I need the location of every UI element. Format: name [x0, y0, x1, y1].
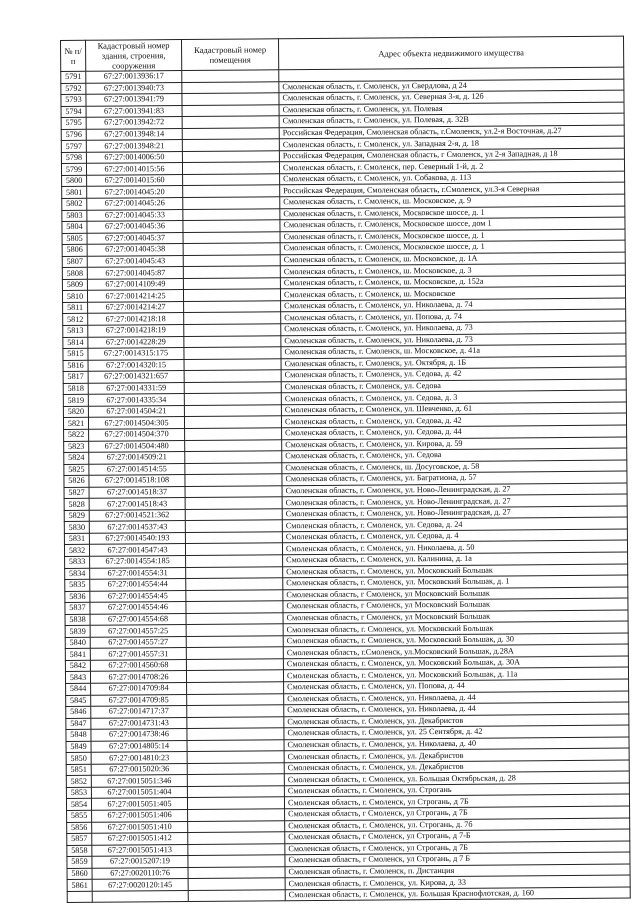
row-number: 5822 [64, 429, 89, 441]
building-cadastral-number: 67:27:0014045:20 [87, 186, 183, 198]
property-address: Смоленская область, г. Смоленск, п. Дистанция [285, 864, 630, 878]
building-cadastral-number: 67:27:0014810:23 [91, 752, 187, 764]
row-number: 5828 [64, 499, 89, 511]
building-cadastral-number: 67:27:0015051:405 [91, 798, 187, 810]
room-cadastral-number [184, 382, 281, 394]
room-cadastral-number [187, 751, 284, 763]
property-address: Смоленская область, г. Смоленск, ул. Попова, д. 44 [284, 679, 629, 693]
room-cadastral-number [187, 728, 284, 740]
building-cadastral-number: 67:27:0014547:43 [89, 544, 185, 556]
building-cadastral-number: 67:27:0015051:413 [92, 844, 188, 856]
property-address: Смоленская область, г. Смоленск, ул. Ново-Ленинградская, д. 27 [282, 494, 627, 508]
row-number: 5795 [61, 117, 86, 129]
row-number: 5792 [61, 83, 86, 95]
property-address: Смоленская область, г. Смоленск, ул. Ново-Ленинградская, д. 27 [282, 483, 627, 497]
room-cadastral-number [187, 716, 284, 728]
room-cadastral-number [183, 220, 280, 232]
row-number: 5846 [66, 706, 91, 718]
row-number: 5861 [67, 880, 92, 892]
property-address: Смоленская область, г. Смоленск, ул. Седова, д. 3 [281, 390, 626, 404]
building-cadastral-number: 67:27:0014228:29 [88, 336, 184, 348]
room-cadastral-number [186, 647, 283, 659]
row-number: 5796 [61, 129, 86, 141]
building-cadastral-number: 67:27:0014554:44 [90, 579, 186, 591]
property-address: Смоленская область, г. Смоленск, ш. Московское, д. 41а [281, 344, 626, 358]
row-number: 5855 [67, 810, 92, 822]
room-cadastral-number [187, 739, 284, 751]
property-address: Смоленская область, г. Смоленск, ул. Кирова, д. 33 [285, 875, 630, 889]
room-cadastral-number [185, 509, 282, 521]
building-cadastral-number: 67:27:0014731:43 [91, 717, 187, 729]
row-number: 5821 [63, 418, 88, 430]
row-number: 5836 [65, 591, 90, 603]
room-cadastral-number [186, 624, 283, 636]
property-address: Смоленская область, г. Смоленск, ул. Декабристов [284, 760, 629, 774]
row-number: 5820 [63, 406, 88, 418]
row-number: 5843 [65, 672, 90, 684]
property-address: Смоленская область, г. Смоленск, ул. Николаева, д. 73 [281, 321, 626, 335]
property-address: Смоленская область, г. Смоленск, ул. Седова, д. 42 [281, 413, 626, 427]
row-number: 5842 [65, 660, 90, 672]
room-cadastral-number [182, 116, 279, 128]
building-cadastral-number: 67:27:0015051:412 [92, 833, 188, 845]
header-address: Адрес объекта недвижимого имущества [278, 36, 623, 70]
property-address: Смоленская область, г. Смоленск, ул. Собакова, д. 113 [280, 171, 625, 185]
building-cadastral-number: 67:27:0014504:480 [89, 440, 185, 452]
property-address: Смоленская область, г. Смоленск, ш. Московское, д. 1А [280, 252, 625, 266]
room-cadastral-number [186, 555, 283, 567]
property-address: Смоленская область, г. Смоленск, ул. Московский Большак [283, 564, 628, 578]
property-address: Смоленская область, г. Смоленск, Московское шоссе, д. 1 [280, 240, 625, 254]
room-cadastral-number [183, 266, 280, 278]
property-address: Смоленская область, г. Смоленск, Московское шоссе, дом 1 [280, 217, 625, 231]
building-cadastral-number: 67:27:0014006:50 [86, 151, 182, 163]
room-cadastral-number [186, 578, 283, 590]
property-address: Смоленская область, г. Смоленск, ул. Ново-Ленинградская, д. 27 [282, 506, 627, 520]
room-cadastral-number [187, 693, 284, 705]
row-number: 5808 [62, 268, 87, 280]
property-address: Смоленская область, г. Смоленск, пер. Северный 1-й, д. 2 [279, 159, 624, 173]
building-cadastral-number: 67:27:0014518:37 [89, 486, 185, 498]
building-cadastral-number: 67:27:0014554:185 [90, 555, 186, 567]
room-cadastral-number [187, 705, 284, 717]
room-cadastral-number [184, 405, 281, 417]
row-number: 5850 [66, 753, 91, 765]
building-cadastral-number: 67:27:0014560:68 [90, 659, 186, 671]
room-cadastral-number [185, 474, 282, 486]
room-cadastral-number [186, 636, 283, 648]
room-cadastral-number [182, 93, 279, 105]
property-address: Смоленская область, г. Смоленск, ш. Московское [280, 286, 625, 300]
building-cadastral-number: 67:27:0014518:108 [89, 475, 185, 487]
property-address: Смоленская область, г. Смоленск, ул. Калинина, д. 1а [283, 552, 628, 566]
property-address: Смоленская область, г. Смоленск, ул. Московский Большак, д. 11а [283, 667, 628, 681]
row-number: 5840 [65, 637, 90, 649]
row-number: 5849 [66, 741, 91, 753]
building-cadastral-number: 67:27:0015051:410 [92, 821, 188, 833]
room-cadastral-number [185, 485, 282, 497]
room-cadastral-number [184, 312, 281, 324]
property-address: Смоленская область, г. Смоленск, ул. Николаева, д. 40 [284, 737, 629, 751]
header-num: № п/п [61, 40, 86, 71]
building-cadastral-number: 67:27:0014504:305 [88, 417, 184, 429]
building-cadastral-number: 67:27:0014504:370 [89, 428, 185, 440]
row-number: 5835 [65, 579, 90, 591]
room-cadastral-number [183, 185, 280, 197]
building-cadastral-number: 67:27:0014504:21 [88, 405, 184, 417]
property-address: Смоленская область, г.Смоленск, ул.Московский Большак, д.28А [283, 644, 628, 658]
room-cadastral-number [186, 601, 283, 613]
row-number: 5852 [66, 776, 91, 788]
property-address: Смоленская область, г. Смоленск, ул. Строгань, д. 7б [285, 818, 630, 832]
property-address: Смоленская область, г. Смоленск, ул. Большая Октябрьская, д. 28 [284, 771, 629, 785]
property-address: Смоленская область, г. Смоленск, ул Свердлова, д 24 [279, 79, 624, 93]
row-number: 5844 [66, 683, 91, 695]
property-address: Смоленская область, г. Смоленск, ул. Николаева, д. 50 [282, 540, 627, 554]
building-cadastral-number: 67:27:0014331:59 [88, 382, 184, 394]
row-number: 5809 [62, 279, 87, 291]
row-number: 5818 [63, 383, 88, 395]
row-number: 5823 [64, 441, 89, 453]
property-address: Российская Федерация, Смоленская область, г.Смоленск, ул.2-я Восточная, д.27 [279, 125, 624, 139]
room-cadastral-number [182, 139, 279, 151]
row-number: 5812 [63, 314, 88, 326]
building-cadastral-number: 67:27:0014214:25 [87, 290, 183, 302]
building-cadastral-number: 67:27:0013941:83 [86, 105, 182, 117]
building-cadastral-number: 67:27:0014708:26 [90, 671, 186, 683]
row-number: 5803 [62, 210, 87, 222]
row-number: 5798 [61, 152, 86, 164]
row-number: 5824 [64, 452, 89, 464]
building-cadastral-number: 67:27:0020110:76 [92, 867, 188, 879]
property-address: Смоленская область, г. Смоленск, ул. Попова, д. 74 [281, 310, 626, 324]
room-cadastral-number [182, 70, 279, 82]
row-number: 5826 [64, 475, 89, 487]
row-number: 5815 [63, 348, 88, 360]
property-table [60, 36, 631, 904]
row-number: 5858 [67, 845, 92, 857]
building-cadastral-number: 67:27:0014045:33 [87, 209, 183, 221]
room-cadastral-number [183, 197, 280, 209]
building-cadastral-number: 67:27:0014557:31 [90, 648, 186, 660]
row-number: 5801 [62, 187, 87, 199]
property-address: Смоленская область, г. Смоленск, ш. Московское, д. 152а [280, 275, 625, 289]
room-cadastral-number [187, 774, 284, 786]
room-cadastral-number [184, 370, 281, 382]
building-cadastral-number: 67:27:0013948:14 [86, 128, 182, 140]
building-cadastral-number: 67:27:0014045:38 [87, 244, 183, 256]
building-cadastral-number: 67:27:0013936:17 [86, 71, 182, 83]
row-number: 5834 [65, 568, 90, 580]
building-cadastral-number: 67:27:0013942:72 [86, 117, 182, 129]
row-number: 5791 [61, 71, 86, 83]
property-address: Смоленская область, г. Смоленск, ул. Московский Большак, д. 30А [283, 656, 628, 670]
room-cadastral-number [185, 428, 282, 440]
building-cadastral-number: 67:27:0014521:362 [89, 509, 185, 521]
table-body [61, 67, 631, 903]
building-cadastral-number: 67:27:0014214:27 [88, 301, 184, 313]
building-cadastral-number: 67:27:0014045:37 [87, 232, 183, 244]
building-cadastral-number: 67:27:0014557:25 [90, 625, 186, 637]
building-cadastral-number: 67:27:0014109:49 [87, 278, 183, 290]
building-cadastral-number: 67:27:0014537:43 [89, 521, 185, 533]
property-address: Смоленская область, г Смоленск, ул Московский Большак [283, 587, 628, 601]
room-cadastral-number [188, 855, 285, 867]
building-cadastral-number: 67:27:0014709:85 [91, 694, 187, 706]
room-cadastral-number [183, 231, 280, 243]
row-number: 5799 [61, 164, 86, 176]
building-cadastral-number: 67:27:0015207:19 [92, 856, 188, 868]
room-cadastral-number [187, 763, 284, 775]
room-cadastral-number [183, 174, 280, 186]
building-cadastral-number: 67:27:0014557:27 [90, 636, 186, 648]
room-cadastral-number [184, 324, 281, 336]
row-number: 5804 [62, 221, 87, 233]
building-cadastral-number: 67:27:0014045:36 [87, 221, 183, 233]
row-number: 5817 [63, 372, 88, 384]
property-address: Смоленская область, г. Смоленск, ул. Николаева, д. 74 [281, 298, 626, 312]
room-cadastral-number [183, 278, 280, 290]
room-cadastral-number [185, 462, 282, 474]
property-address: Смоленская область, г Смоленск, ул Московский Большак [283, 598, 628, 612]
property-address: Смоленская область, г. Смоленск, Московское шоссе, д. 1 [280, 229, 625, 243]
room-cadastral-number [182, 151, 279, 163]
room-cadastral-number [186, 566, 283, 578]
row-number: 5845 [66, 695, 91, 707]
property-address: Смоленская область, г. Смоленск, ул. Седова, д. 4 [282, 529, 627, 543]
building-cadastral-number: 67:27:0014805:14 [91, 740, 187, 752]
row-number: 5793 [61, 94, 86, 106]
building-cadastral-number: 67:27:0015051:404 [91, 786, 187, 798]
row-number: 5825 [64, 464, 89, 476]
property-address: Смоленская область, г. Смоленск, ул. Декабристов [284, 714, 629, 728]
room-cadastral-number [188, 809, 285, 821]
row-number: 5807 [62, 256, 87, 268]
building-cadastral-number: 67:27:0014554:45 [90, 590, 186, 602]
property-address: Смоленская область, г. Смоленск, ул. Московский Большак, д. 30 [283, 633, 628, 647]
property-address: Смоленская область, г. Смоленск, ул. Седова, д. 42 [281, 367, 626, 381]
row-number: 5859 [67, 856, 92, 868]
building-cadastral-number: 67:27:0013941:79 [86, 94, 182, 106]
building-cadastral-number: 67:27:0014554:68 [90, 613, 186, 625]
document-sheet [60, 36, 629, 900]
building-cadastral-number: 67:27:0014717:37 [91, 706, 187, 718]
property-address: Смоленская область, г. Смоленск, ул. Седова [281, 379, 626, 393]
room-cadastral-number [188, 820, 285, 832]
room-cadastral-number [187, 786, 284, 798]
building-cadastral-number: 67:27:0013948:21 [86, 140, 182, 152]
property-address: Смоленская область, г. Смоленск, ул. Николаева, д. 44 [284, 702, 629, 716]
room-cadastral-number [182, 162, 279, 174]
property-address: Смоленская область, г. Смоленск, ул. Полевая, д. 32В [279, 113, 624, 127]
property-address: Смоленская область, г. Смоленск, ул. Западная 2-я, д. 18 [279, 136, 624, 150]
room-cadastral-number [184, 347, 281, 359]
row-number: 5832 [64, 545, 89, 557]
row-number: 5814 [63, 337, 88, 349]
building-cadastral-number: 67:27:0014509:21 [89, 452, 185, 464]
row-number: 5853 [66, 787, 91, 799]
row-number: 5797 [61, 141, 86, 153]
row-number: 5848 [66, 729, 91, 741]
building-cadastral-number: 67:27:0013940:73 [86, 82, 182, 94]
room-cadastral-number [182, 81, 279, 93]
building-cadastral-number: 67:27:0014015:60 [87, 174, 183, 186]
building-cadastral-number: 67:27:0014554:31 [90, 567, 186, 579]
room-cadastral-number [184, 358, 281, 370]
building-cadastral-number: 67:27:0014554:46 [90, 602, 186, 614]
room-cadastral-number [185, 532, 282, 544]
room-cadastral-number [188, 832, 285, 844]
row-number: 5839 [65, 626, 90, 638]
row-number: 5794 [61, 106, 86, 118]
property-address: Смоленская область, г. Смоленск, ул. Седова, д. 44 [282, 425, 627, 439]
row-number: 5831 [64, 533, 89, 545]
building-cadastral-number: 67:27:0014218:19 [88, 325, 184, 337]
property-address: Смоленская область, г Смоленск, ул Строгань, д 7 Б [285, 852, 630, 866]
room-cadastral-number [185, 451, 282, 463]
table-header-row [61, 36, 624, 71]
building-cadastral-number: 67:27:0015051:346 [91, 775, 187, 787]
row-number: 5805 [62, 233, 87, 245]
building-cadastral-number: 67:27:0015051:406 [92, 810, 188, 822]
property-address: Смоленская область, г. Смоленск, ул. Большая Краснофлотская, д. 160 [285, 887, 630, 901]
property-address: Смоленская область, г. Смоленск, ул. Московский Большак [283, 621, 628, 635]
building-cadastral-number: 67:27:0014015:56 [86, 163, 182, 175]
building-cadastral-number: 67:27:0014518:43 [89, 498, 185, 510]
row-number: 5830 [64, 522, 89, 534]
row-number: 5816 [63, 360, 88, 372]
room-cadastral-number [185, 497, 282, 509]
property-address: Смоленская область, г. Смоленск, ул. Николаева, д. 73 [281, 333, 626, 347]
row-number: 5819 [63, 395, 88, 407]
property-address: Российская Федерация, Смоленская область, г Смоленск, ул 2-я Западная, д 18 [279, 148, 624, 162]
property-address: Смоленская область, г. Смоленск, ул. Кирова, д. 59 [282, 437, 627, 451]
building-cadastral-number: 67:27:0014540:193 [89, 532, 185, 544]
row-number: 5802 [62, 198, 87, 210]
row-number: 5856 [67, 822, 92, 834]
property-address: Смоленская область, г. Смоленск, ул. Седова, д. 24 [282, 517, 627, 531]
row-number [67, 891, 92, 903]
property-address: Смоленская область, г. Смоленск, ул. Октября, д. 1Б [281, 356, 626, 370]
room-cadastral-number [184, 301, 281, 313]
building-cadastral-number: 67:27:0014045:26 [87, 198, 183, 210]
building-cadastral-number: 67:27:0014709:84 [91, 683, 187, 695]
room-cadastral-number [183, 208, 280, 220]
room-cadastral-number [184, 393, 281, 405]
property-address: Смоленская область, г. Смоленск, ул. Николаева, д. 44 [284, 691, 629, 705]
room-cadastral-number [186, 612, 283, 624]
room-cadastral-number [187, 797, 284, 809]
property-address: Смоленская область, г. Смоленск, ул. 25 Сентября, д. 42 [284, 725, 629, 739]
property-address: Смоленская область, г Смоленск, ул Строгань, д 7Б [285, 841, 630, 855]
property-address: Смоленская область, г. Смоленск, Московское шоссе, д. 1 [280, 206, 625, 220]
room-cadastral-number [186, 659, 283, 671]
row-number: 5854 [66, 799, 91, 811]
room-cadastral-number [185, 520, 282, 532]
row-number: 5838 [65, 614, 90, 626]
room-cadastral-number [182, 104, 279, 116]
building-cadastral-number: 67:27:0020120:145 [92, 879, 188, 891]
room-cadastral-number [185, 543, 282, 555]
row-number: 5811 [63, 302, 88, 314]
building-cadastral-number: 67:27:0014218:18 [88, 313, 184, 325]
row-number: 5837 [65, 602, 90, 614]
building-cadastral-number: 67:27:0015020:36 [91, 763, 187, 775]
row-number: 5810 [62, 291, 87, 303]
header-room-cadastral: Кадастровый номер помещения [182, 39, 279, 71]
building-cadastral-number: 67:27:0014315:175 [88, 348, 184, 360]
building-cadastral-number [92, 890, 188, 902]
room-cadastral-number [188, 866, 285, 878]
property-address: Смоленская область, г Смоленск, ул Строгань, д 7Б [285, 806, 630, 820]
row-number: 5847 [66, 718, 91, 730]
room-cadastral-number [188, 843, 285, 855]
room-cadastral-number [183, 289, 280, 301]
property-address: Смоленская область, г Смоленск, ул Строгань, д 7-Б [285, 829, 630, 843]
building-cadastral-number: 67:27:0014321:657 [88, 371, 184, 383]
room-cadastral-number [187, 682, 284, 694]
room-cadastral-number [183, 243, 280, 255]
row-number: 5841 [65, 649, 90, 661]
row-number: 5806 [62, 244, 87, 256]
room-cadastral-number [188, 890, 285, 902]
property-address: Российская Федерация, Смоленская область, г.Смоленск, ул.3-я Северная [280, 183, 625, 197]
property-address: Смоленская область, г. Смоленск, ул. Московский Большак, д. 1 [283, 575, 628, 589]
property-address: Смоленская область, г Смоленск, ул Московский Большак [283, 610, 628, 624]
row-number: 5851 [66, 764, 91, 776]
property-address: Смоленская область, г. Смоленск, ул. Строгань [284, 783, 629, 797]
row-number: 5827 [64, 487, 89, 499]
property-address: Смоленская область, г. Смоленск, ул. Полевая [279, 102, 624, 116]
property-address: Смоленская область, г. Смоленск, ш. Досуговское, д. 58 [282, 460, 627, 474]
property-address: Смоленская область, г. Смоленск, ул. Северная 3-я, д. 12б [279, 90, 624, 104]
building-cadastral-number: 67:27:0014514:55 [89, 463, 185, 475]
row-number: 5860 [67, 868, 92, 880]
building-cadastral-number: 67:27:0014738:46 [91, 729, 187, 741]
property-address: Смоленская область, г. Смоленск, ул Строгань, д 7Б [284, 795, 629, 809]
room-cadastral-number [186, 589, 283, 601]
room-cadastral-number [185, 439, 282, 451]
room-cadastral-number [186, 670, 283, 682]
property-address: Смоленская область, г. Смоленск, ул. Седова [282, 448, 627, 462]
row-number: 5857 [67, 833, 92, 845]
building-cadastral-number: 67:27:0014320:15 [88, 359, 184, 371]
building-cadastral-number: 67:27:0014335:34 [88, 394, 184, 406]
row-number: 5800 [62, 175, 87, 187]
room-cadastral-number [183, 255, 280, 267]
property-address: Смоленская область, г. Смоленск, ул. Декабристов [284, 748, 629, 762]
property-address: Смоленская область, г. Смоленск, ул. Шевченко, д. 61 [281, 402, 626, 416]
property-address: Смоленская область, г. Смоленск, ш. Московское, д. 9 [280, 194, 625, 208]
room-cadastral-number [184, 416, 281, 428]
room-cadastral-number [182, 128, 279, 140]
building-cadastral-number: 67:27:0014045:43 [87, 255, 183, 267]
building-cadastral-number: 67:27:0014045:87 [87, 267, 183, 279]
property-address: Смоленская область, г. Смоленск, ул. Багратиона, д. 57 [282, 471, 627, 485]
property-address: Смоленская область, г. Смоленск, ш. Московское, д. 3 [280, 263, 625, 277]
header-building-cadastral: Кадастровый номер здания, строения, сооружения [86, 40, 182, 72]
room-cadastral-number [188, 878, 285, 890]
room-cadastral-number [184, 335, 281, 347]
row-number: 5833 [65, 556, 90, 568]
row-number: 5829 [64, 510, 89, 522]
row-number: 5813 [63, 325, 88, 337]
